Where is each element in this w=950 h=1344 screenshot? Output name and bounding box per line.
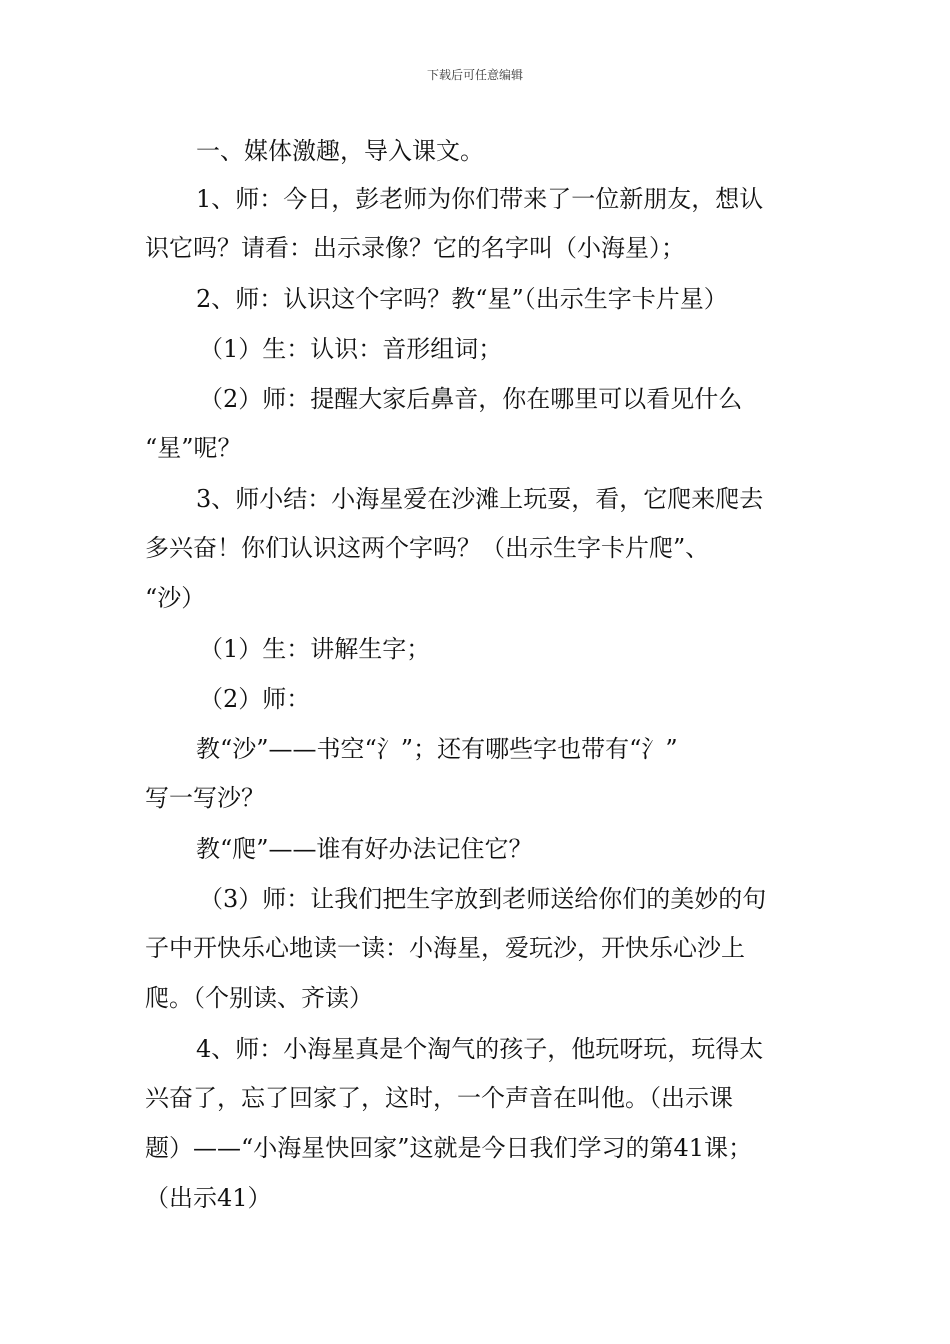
text-line: 4、师：小海星真是个淘气的孩子，他玩呀玩，玩得太 [196,1035,764,1063]
text-line: 1、师：今日，彭老师为你们带来了一位新朋友，想认 [196,185,764,213]
text-line: “星”呢？ [145,434,242,462]
page-header: 下载后可任意编辑 [426,68,523,82]
text-line: “沙） [145,584,206,612]
text-line: 一、媒体激趣，导入课文。 [196,137,484,165]
text-line: 兴奋了，忘了回家了，这时，一个声音在叫他。（出示课 [145,1084,733,1112]
text-line: （2）师：提醒大家后鼻音，你在哪里可以看见什么 [199,385,743,413]
text-line: 子中开快乐心地读一读：小海星，爱玩沙，开快乐心沙上 [145,934,745,962]
text-line: （1）生：认识：音形组词； [199,335,503,363]
text-line: 爬。（个别读、齐读） [145,984,373,1012]
text-line: 识它吗？请看：出示录像？它的名字叫（小海星）； [145,234,685,262]
text-line: （出示41） [145,1184,272,1212]
text-line: 教“爬”——谁有好办法记住它？ [196,835,533,863]
text-line: 3、师小结：小海星爱在沙滩上玩耍，看，它爬来爬去 [196,485,764,513]
text-line: （1）生：讲解生字； [199,635,431,663]
text-line: 写一写沙？ [145,784,265,812]
text-line: 教“沙”——书空“氵”；还有哪些字也带有“氵” [196,735,678,763]
text-line: 2、师：认识这个字吗？教“星”（出示生字卡片星） [196,285,728,313]
text-line: （2）师： [199,685,311,713]
text-line: 多兴奋！你们认识这两个字吗？（出示生字卡片爬”、 [145,534,710,562]
text-line: 题）——“小海星快回家”这就是今日我们学习的第41课； [145,1134,753,1162]
text-line: （3）师：让我们把生字放到老师送给你们的美妙的句 [199,885,767,913]
